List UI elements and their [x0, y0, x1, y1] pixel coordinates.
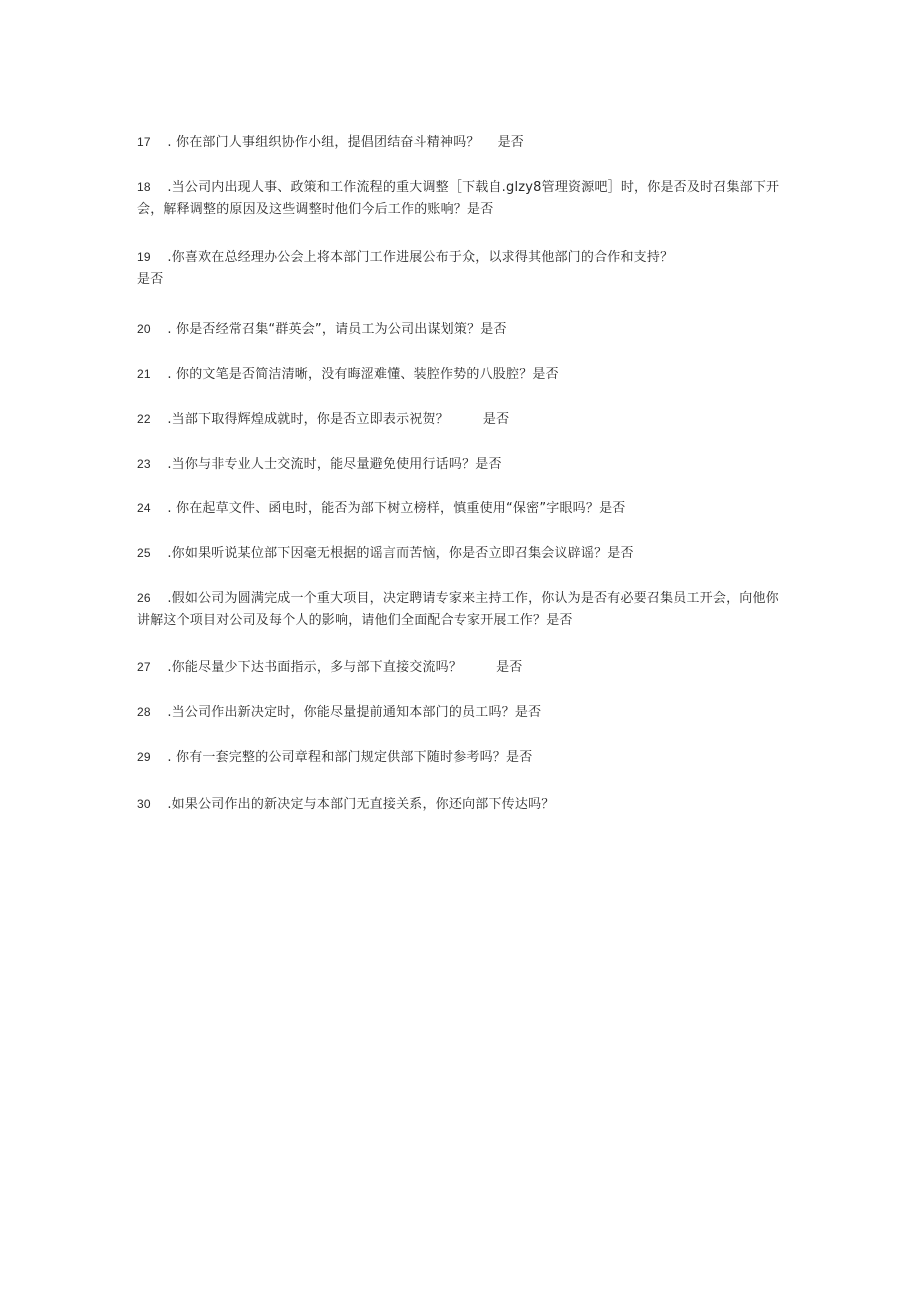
question-29 — [137, 746, 787, 769]
question-text: . 你有一套完整的公司章程和部门规定供部下随时参考吗？是否 — [163, 750, 533, 765]
question-text: . 你是否经常召集“群英会”，请员工为公司出谋划策？是否 — [163, 322, 507, 337]
question-text: .你喜欢在总经理办公会上将本部门工作进展公布于众，以求得其他部门的合作和支持？ — [163, 250, 674, 265]
question-text: .如果公司作出的新决定与本部门无直接关系，你还向部下传达吗？ — [163, 797, 555, 812]
question-number: 24 — [137, 501, 151, 515]
question-number: 22 — [137, 412, 151, 426]
question-text: .当公司内出现人事、政策和工作流程的重大调整［下载自.glzy8管理资源吧］时，你是否及时召集部下开会，解释调整的原因及这些调整时他们今后工作的账响？是否 — [137, 180, 780, 217]
question-18 — [137, 176, 787, 221]
question-number: 27 — [137, 660, 151, 674]
question-number: 19 — [137, 250, 151, 264]
yes-no-answer: 是否 — [482, 412, 510, 427]
question-text: . 你在部门人事组织协作小组，提倡团结奋斗精神吗？ — [163, 135, 480, 150]
question-text: .你能尽量少下达书面指示，多与部下直接交流吗？ — [163, 660, 463, 675]
question-27 — [137, 656, 787, 679]
question-text: .当公司作出新决定时，你能尽量提前通知本部门的员工吗？是否 — [163, 705, 542, 720]
question-number: 17 — [137, 135, 151, 149]
question-24 — [137, 497, 787, 520]
question-21 — [137, 363, 787, 386]
question-text: .你如果听说某位部下因毫无根据的谣言而苦恼，你是否立即召集会议辟谣？是否 — [163, 546, 634, 561]
yes-no-answer: 是否 — [137, 272, 164, 287]
question-text: .当你与非专业人士交流时，能尽量避免使用行话吗？是否 — [163, 457, 502, 472]
question-text: .当部下取得辉煌成就时，你是否立即表示祝贺？ — [163, 412, 449, 427]
question-20 — [137, 318, 787, 341]
question-text: .假如公司为圆满完成一个重大项目，决定聘请专家来主持工作，你认为是否有必要召集员工开会，向他你讲解这个项目对公司及每个人的影响，请他们全面配合专家开展工作？是否 — [137, 591, 779, 628]
question-number: 29 — [137, 750, 151, 764]
question-25 — [137, 542, 787, 565]
question-26 — [137, 587, 787, 632]
question-number: 28 — [137, 705, 151, 719]
question-number: 30 — [137, 797, 151, 811]
question-17 — [137, 131, 787, 154]
yes-no-answer: 是否 — [497, 135, 525, 150]
yes-no-answer: 是否 — [496, 660, 523, 675]
question-number: 21 — [137, 367, 151, 381]
question-23 — [137, 453, 787, 476]
question-number: 23 — [137, 457, 151, 471]
question-number: 25 — [137, 546, 151, 560]
question-number: 18 — [137, 180, 151, 194]
question-19 — [137, 246, 787, 291]
question-text: . 你的文笔是否简洁清晰，没有晦涩难懂、装腔作势的八股腔？是否 — [163, 367, 559, 382]
question-22 — [137, 408, 787, 431]
question-30 — [137, 793, 787, 816]
question-number: 26 — [137, 591, 151, 605]
question-28 — [137, 701, 787, 724]
question-text: . 你在起草文件、函电时，能否为部下树立榜样，慎重使用“保密”字眼吗？是否 — [163, 501, 626, 516]
question-number: 20 — [137, 322, 151, 336]
